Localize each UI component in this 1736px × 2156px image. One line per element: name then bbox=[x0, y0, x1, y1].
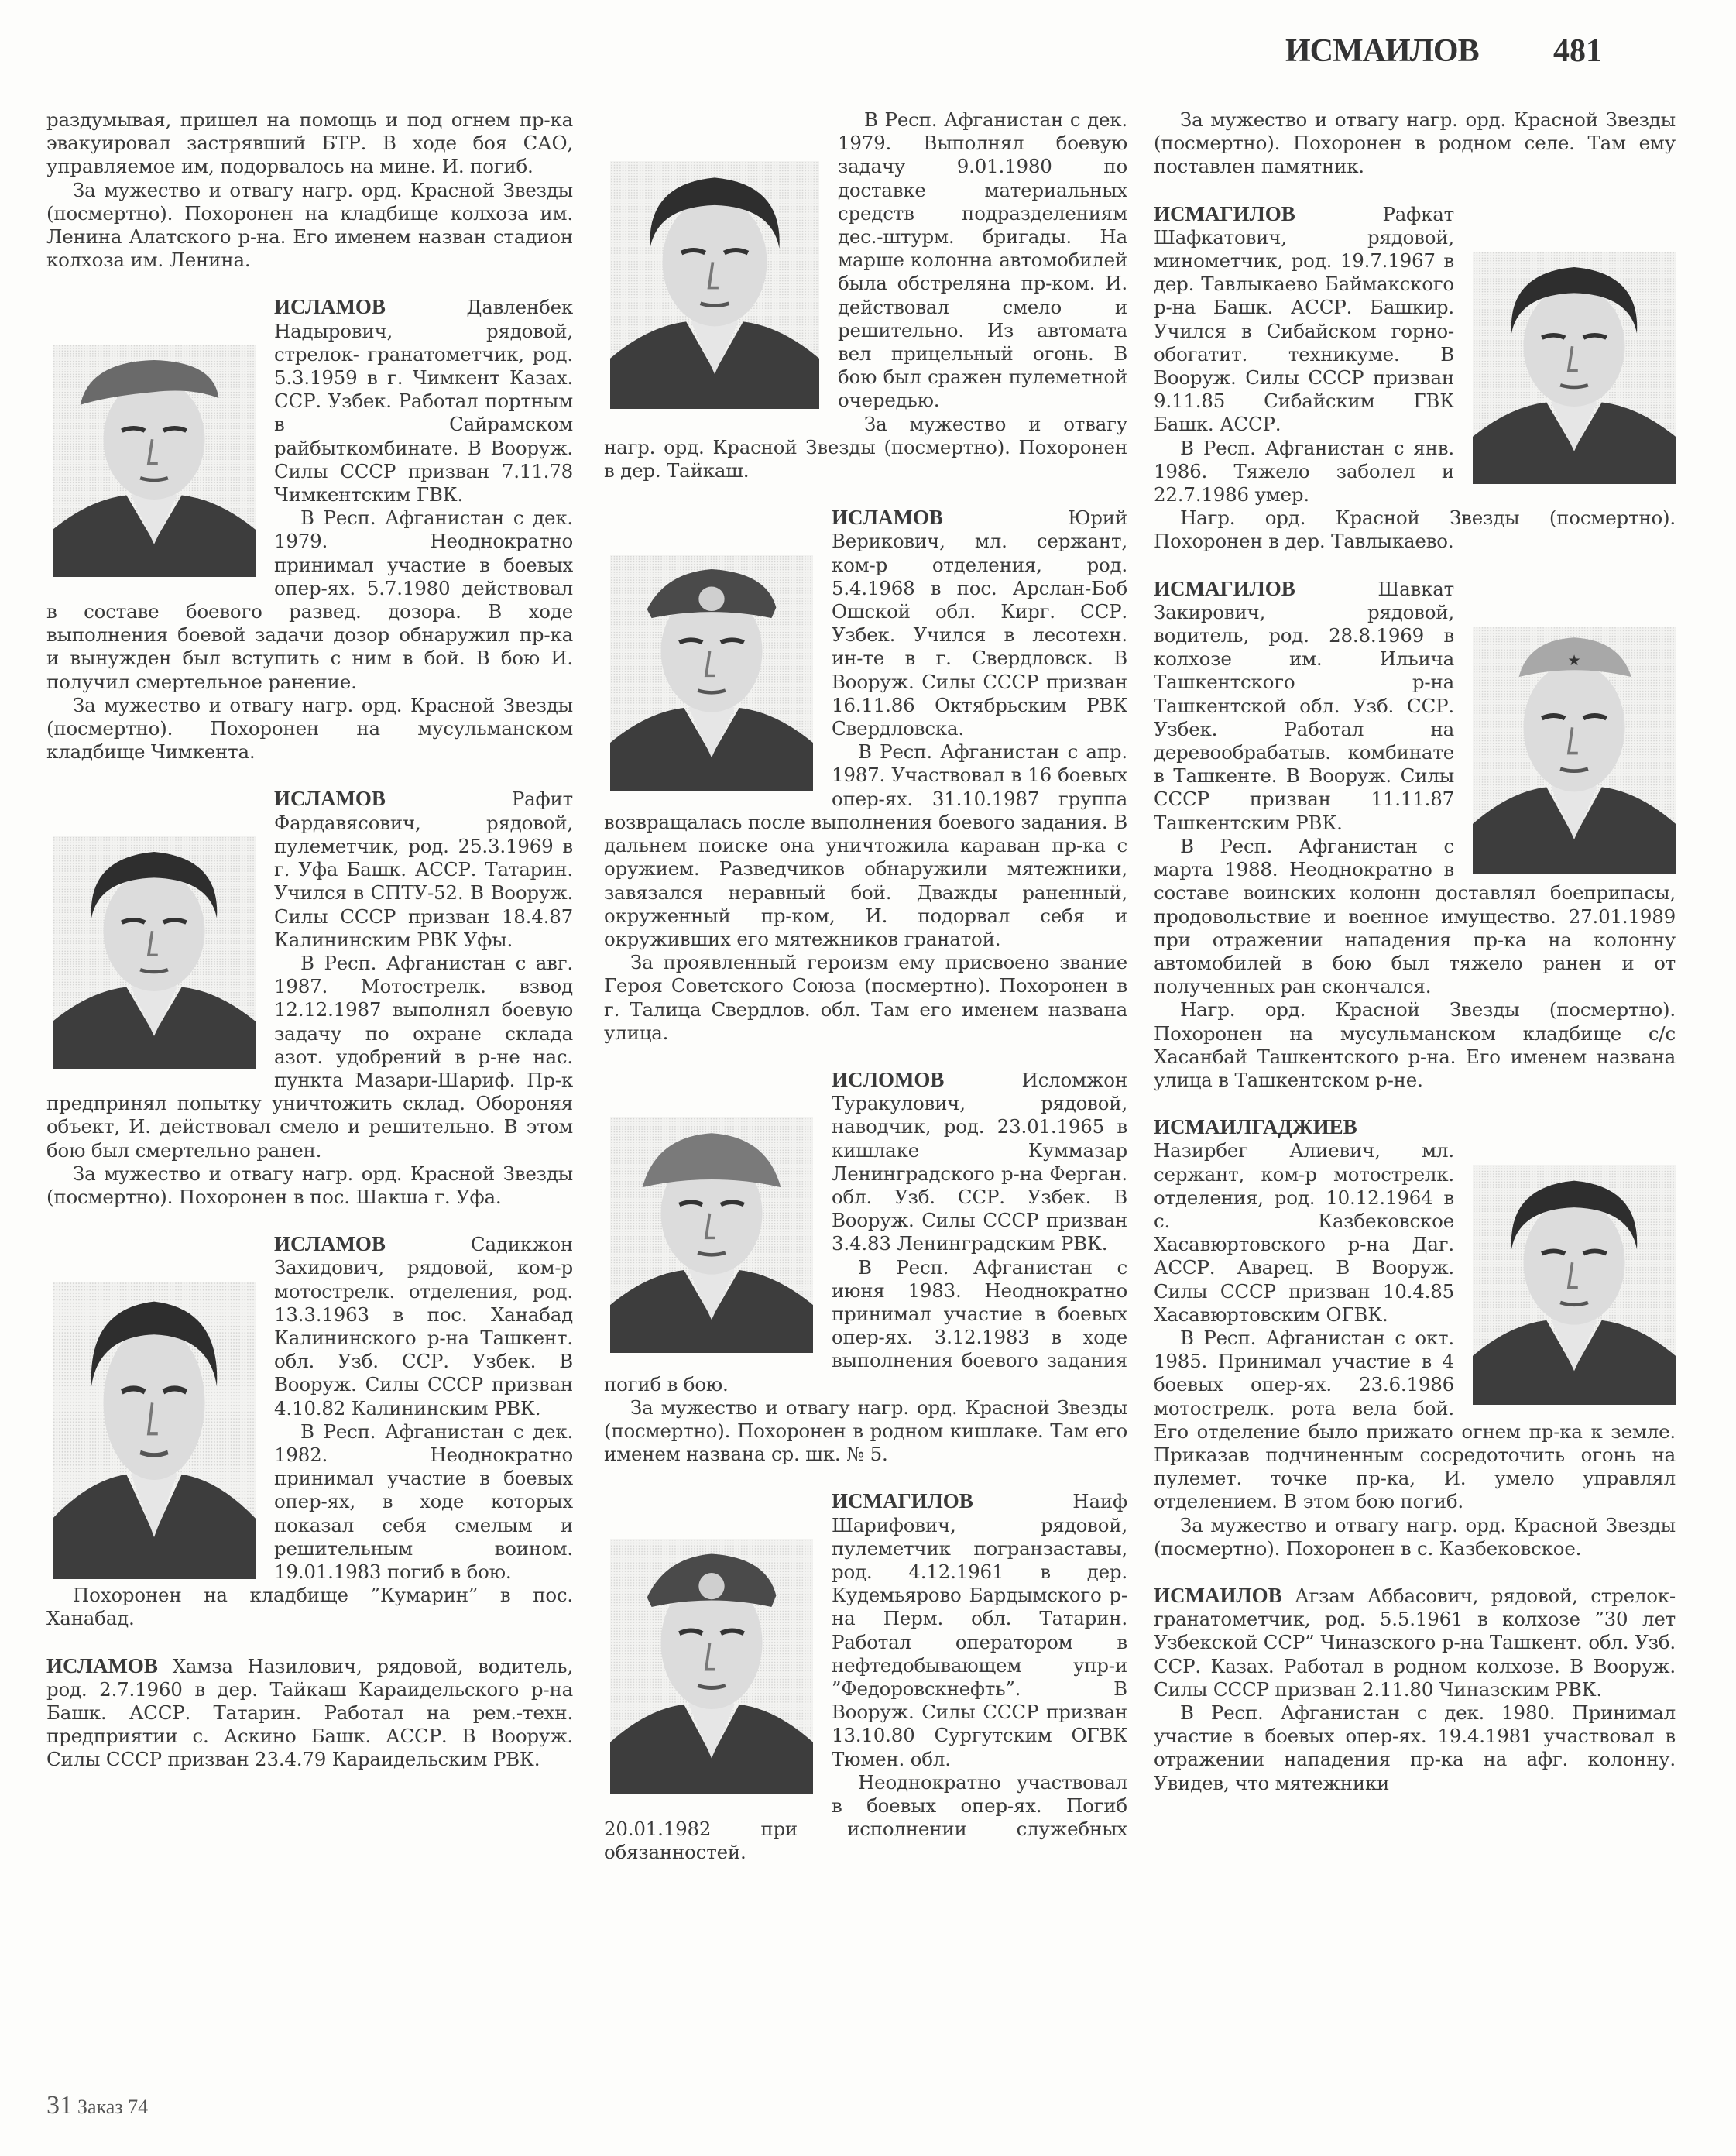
biography-entry bbox=[46, 1232, 573, 1630]
entry-surname: ИСМАИЛОВ bbox=[1154, 1583, 1282, 1607]
entry-paragraph: В Респ. Афганистан с янв. 1986. Тяжело заболел и 22.7.1986 умер. bbox=[1154, 436, 1454, 506]
portrait-photo bbox=[1473, 252, 1676, 484]
page-number: 481 bbox=[1553, 33, 1602, 69]
biography-entry bbox=[1154, 202, 1676, 554]
entry-paragraph: За мужество и отвагу нагр. орд. Красной Звезды (посмертно). Похоронен в пос. Шакша г. Уфа. bbox=[46, 1162, 573, 1208]
entry-surname: ИСМАИЛГАДЖИЕВ bbox=[1154, 1115, 1357, 1139]
continuation-paragraph: В Респ. Афганистан с дек. 1979. Выполнял боевую задачу 9.01.1980 по доставке материальных средств подразделениям дес.-штурм. бригады. На марше колонна автомобилей была обстреляна пр-ком. И. действовал смело и решительно. Из автомата вел прицельный огонь. В бою был сражен пулеметной очередью. bbox=[838, 108, 1127, 412]
portrait-photo bbox=[53, 1282, 256, 1579]
entry-paragraph: В Респ. Афганистан с июня 1983. Неоднократно принимал участие в боевых опер-ях. 3.12.1983 в ходе выполнения боевого задания погиб в бою. bbox=[604, 1255, 1127, 1396]
middle-column bbox=[604, 108, 1127, 1865]
entry-paragraph: В Респ. Афганистан с дек. 1982. Неоднократно принимал участие в боевых опер-ях, в ходе которых показал себя смелым и решительным воином. 19.01.1983 погиб в бою. bbox=[274, 1420, 573, 1583]
portrait-photo bbox=[53, 836, 256, 1069]
entry-paragraph: В Респ. Афганистан с авг. 1987. Мотострелк. взвод 12.12.1987 выполнял боевую задачу по охране склада азот. удобрений в р-не нас. пункта Мазари-Шариф. Пр-к предпринял попытку уничтожить склад. Обороняя объект, И. действовал смело и решительно. В этом бою был смертельно ранен. bbox=[46, 951, 573, 1162]
portrait-photo bbox=[610, 555, 813, 791]
entry-surname: ИСМАГИЛОВ bbox=[832, 1489, 973, 1513]
entry-surname: ИСМАГИЛОВ bbox=[1154, 201, 1295, 225]
biography-entry bbox=[1154, 577, 1676, 1092]
left-column bbox=[46, 108, 573, 1772]
biography-entry bbox=[604, 506, 1127, 1045]
printer-order: Заказ 74 bbox=[77, 2096, 149, 2118]
portrait-photo bbox=[610, 1117, 813, 1353]
entry-lead: Шавкат Закирович, рядовой, водитель, род. 28.8.1969 в колхозе им. Ильича Ташкентского р-на Ташкентской обл. Узб. ССР. Узбек. Работал на деревообрабатыв. комбинате в Ташкенте. В Вооруж. Силы СССР призван 11.11.87 Ташкентским РВК. bbox=[1154, 577, 1454, 834]
entry-paragraph: Похоронен на кладбище ”Кумарин” в пос. Ханабад. bbox=[46, 1584, 573, 1630]
entry-header bbox=[46, 1654, 573, 1772]
entry-surname: ИСЛАМОВ bbox=[274, 295, 386, 319]
running-head-title: ИСМАИЛОВ bbox=[1285, 33, 1479, 69]
entry-paragraph: В Респ. Афганистан с марта 1988. Неоднократно в составе воинских колонн доставлял боеприпасы, продовольствие и военное имущество. 27.01.1989 при отражении нападения пр-ка на колонну автомобилей в бою был тяжело ранен и от полученных ран скончался. bbox=[1154, 834, 1676, 998]
entry-paragraph: Нагр. орд. Красной Звезды (посмертно). Похоронен в дер. Тавлыкаево. bbox=[1154, 506, 1676, 553]
entry-paragraph: За проявленный героизм ему присвоено звание Героя Советского Союза (посмертно). Похоронен в г. Талица Свердлов. обл. Там его именем названа улица. bbox=[604, 951, 1127, 1044]
entry-paragraph: В Респ. Афганистан с окт. 1985. Принимал участие в 4 боевых опер-ях. 23.6.1986 мотострелк. рота вела бой. Его отделение было прижато огнем пр-ка к земле. Приказав подчиненным сосредоточить огонь на пулемет. точке пр-ка, И. умело управлял отделением. В этом бою погиб. bbox=[1154, 1326, 1676, 1513]
biography-entry bbox=[46, 295, 573, 764]
entry-lead: Агзам Аббасович, рядовой, стрелок-гранатометчик, род. 5.5.1961 в колхозе ”30 лет Узбекской ССР” Чиназского р-на Ташкент. обл. Узб. ССР. Казах. Работал в родном колхозе. В Вооруж. Силы СССР призван 2.11.80 Чиназским РВК. bbox=[1154, 1584, 1676, 1701]
entry-paragraph: В Респ. Афганистан с апр. 1987. Участвовал в 16 боевых опер-ях. 31.10.1987 группа возвращалась после выполнения боевого задания. В дальнем поиске она уничтожила караван пр-ка с оружием. Разведчиков обнаружили мятежники, завязался неравный бой. Дважды раненный, окруженный пр-ком, И. подорвал себя и окруживших его мятежников гранатой. bbox=[604, 740, 1127, 950]
entry-lead: Исломжон Туракулович, рядовой, наводчик, род. 23.01.1965 в кишлаке Куммазар Ленинградского р-на Ферган. обл. Узб. ССР. Узбек. В Вооруж. Силы СССР призван 3.4.83 Ленинградским РВК. bbox=[832, 1068, 1127, 1255]
entry-surname: ИСЛОМОВ bbox=[832, 1067, 945, 1091]
entry-paragraph: Неоднократно участвовал в боевых опер-ях. Погиб 20.01.1982 при исполнении служебных обязанностей. bbox=[604, 1770, 1127, 1864]
biography-entry bbox=[46, 787, 573, 1209]
entry-header bbox=[1154, 1584, 1676, 1701]
entry-surname: ИСЛАМОВ bbox=[274, 1232, 386, 1256]
continuation-paragraph: За мужество и отвагу нагр. орд. Красной Звезды (посмертно). Похоронен в дер. Тайкаш. bbox=[604, 412, 1127, 482]
svg-text:★: ★ bbox=[1567, 651, 1581, 669]
entry-surname: ИСЛАМОВ bbox=[274, 787, 386, 811]
portrait-photo bbox=[1473, 627, 1676, 874]
entry-lead: Давленбек Надырович, рядовой, стрелок- гранатометчик, род. 5.3.1959 в г. Чимкент Казах. ССР. Узбек. Работал портным в Сайрамском райбыткомбинате. В Вооруж. Силы СССР призван 7.11.78 Чимкентским ГВК. bbox=[274, 296, 573, 506]
biography-entry bbox=[46, 1654, 573, 1772]
continuation-paragraph: За мужество и отвагу нагр. орд. Красной Звезды (посмертно). Похоронен на кладбище колхоза им. Ленина Алатского р-на. Его именем назван стадион колхоза им. Ленина. bbox=[46, 178, 573, 272]
entry-surname: ИСЛАМОВ bbox=[46, 1653, 158, 1677]
entry-surname: ИСЛАМОВ bbox=[832, 506, 943, 530]
biography-entry bbox=[604, 1489, 1127, 1864]
entry-surname: ИСМАГИЛОВ bbox=[1154, 576, 1295, 600]
continuation-paragraph: За мужество и отвагу нагр. орд. Красной Звезды (посмертно). Похоронен в родном селе. Там ему поставлен памятник. bbox=[1154, 108, 1676, 178]
entry-lead: Рафит Фардавясович, рядовой, пулеметчик, род. 25.3.1969 в г. Уфа Башк. АССР. Татарин. Учился в СПТУ-52. В Вооруж. Силы СССР призван 18.4.87 Калининским РВК Уфы. bbox=[274, 788, 573, 951]
portrait-photo bbox=[610, 1539, 813, 1794]
entry-paragraph: За мужество и отвагу нагр. орд. Красной Звезды (посмертно). Похоронен в родном кишлаке. Там его именем названа ср. шк. № 5. bbox=[604, 1396, 1127, 1466]
right-column bbox=[1154, 108, 1676, 1795]
entry-paragraph: Нагр. орд. Красной Звезды (посмертно). Похоронен на мусульманском кладбище с/с Хасанбай Ташкентского р-на. Его именем названа улица в Ташкентском р-не. bbox=[1154, 998, 1676, 1091]
entry-lead: Садикжон Захидович, рядовой, ком-р мотострелк. отделения, род. 13.3.1963 в пос. Ханабад Калининского р-на Ташкент. обл. Узб. ССР. Узбек. В Вооруж. Силы СССР призван 4.10.82 Калининским РВК. bbox=[274, 1233, 573, 1420]
biography-entry bbox=[1154, 1115, 1676, 1560]
portrait-photo bbox=[53, 345, 256, 577]
biography-entry bbox=[604, 1068, 1127, 1466]
entry-lead: Хамза Назилович, рядовой, водитель, род. 2.7.1960 в дер. Тайкаш Караидельского р-на Башк. АССР. Татарин. Работал на рем.-техн. предприятии с. Аскино Башк. АССР. В Вооруж. Силы СССР призван 23.4.79 Караидельским РВК. bbox=[46, 1654, 573, 1771]
entry-paragraph: За мужество и отвагу нагр. орд. Красной Звезды (посмертно). Похоронен в с. Казбековское. bbox=[1154, 1513, 1676, 1560]
entry-lead: Рафкат Шафкатович, рядовой, минометчик, род. 19.7.1967 в дер. Тавлыкаево Баймакского р-на Башк. АССР. Башкир. Учился в Сибайском горно-обогатит. техникуме. В Вооруж. Силы СССР призван 9.11.85 Сибайским ГВК Башк. АССР. bbox=[1154, 202, 1454, 436]
entry-paragraph: В Респ. Афганистан с дек. 1980. Принимал участие в боевых опер-ях. 19.4.1981 участвовал в отражении нападения пр-ка на афг. колонну. Увидев, что мятежники bbox=[1154, 1701, 1676, 1794]
entry-lead: Назирбег Алиевич, мл. сержант, ком-р мотострелк. отделения, род. 10.12.1964 в с. Казбековское Хасавюртовского р-на Даг. АССР. Аварец. В Вооруж. Силы СССР призван 10.4.85 Хасавюртовским ОГВК. bbox=[1154, 1139, 1454, 1326]
page-footer bbox=[46, 2091, 148, 2120]
continuation-paragraph: раздумывая, пришел на помощь и под огнем пр-ка эвакуировал застрявший БТР. В ходе боя САО, управляемое им, подорвалось на мине. И. погиб. bbox=[46, 108, 573, 178]
portrait-photo bbox=[1473, 1165, 1676, 1405]
biography-entry bbox=[1154, 1584, 1676, 1795]
entry-paragraph: В Респ. Афганистан с дек. 1979. Неоднократно принимал участие в боевых опер-ях. 5.7.1980 действовал в составе боевого развед. дозора. В ходе выполнения боевой задачи дозор обнаружил пр-ка и вынужден был вступить с ним в бой. В бою И. получил смертельное ранение. bbox=[46, 506, 573, 693]
entry-lead: Юрий Верикович, мл. сержант, ком-р отделения, род. 5.4.1968 в пос. Арслан-Боб Ошской обл. Кирг. ССР. Узбек. Учился в лесотехн. ин-те в г. Свердловск. В Вооруж. Силы СССР призван 16.11.86 Октябрьским РВК Свердловска. bbox=[832, 506, 1127, 740]
printer-signature: 31 bbox=[46, 2091, 73, 2120]
portrait-photo bbox=[610, 161, 819, 409]
entry-paragraph: За мужество и отвагу нагр. орд. Красной Звезды (посмертно). Похоронен на мусульманском кладбище Чимкента. bbox=[46, 693, 573, 764]
entry-lead: Наиф Шарифович, рядовой, пулеметчик погранзаставы, род. 4.12.1961 в дер. Кудемьярово Бардымского р-на Перм. обл. Татарин. Работал оператором в нефтедобывающем упр-и ”Федоровскнефть”. В Вооруж. Силы СССР призван 13.10.80 Сургутским ОГВК Тюмен. обл. bbox=[832, 1490, 1127, 1770]
